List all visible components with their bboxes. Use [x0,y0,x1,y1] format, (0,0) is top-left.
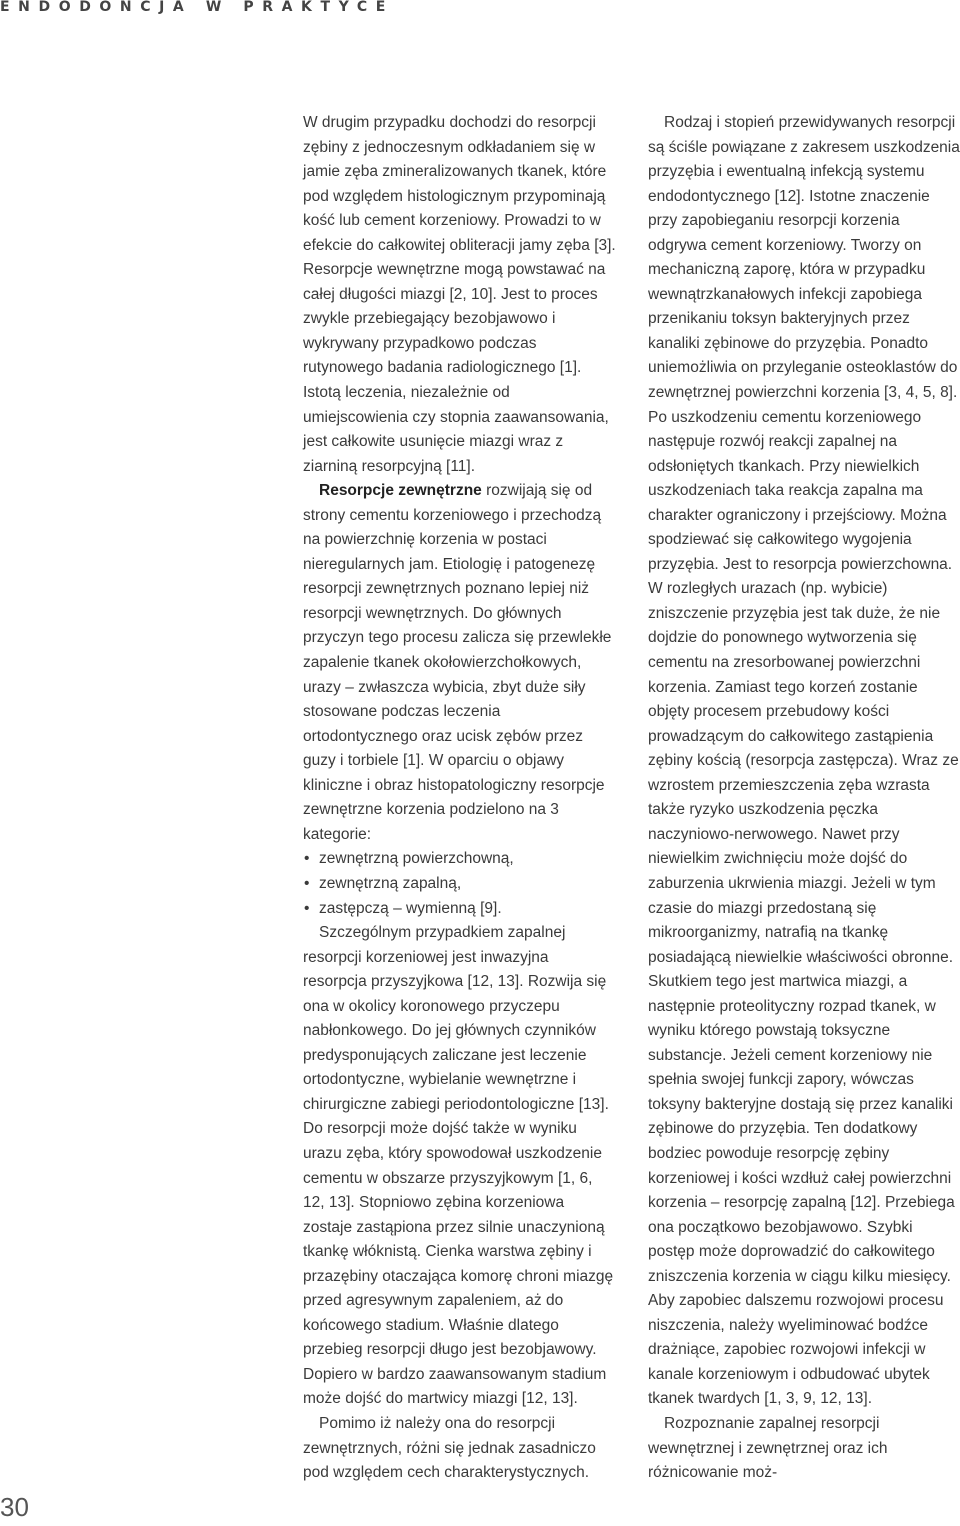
left-column [303,111,616,1486]
paragraph: W drugim przypadku dochodzi do resorpcji zębiny z jednoczesnym odkładaniem się w jamie zęba zmineralizowanych tkanek, które pod względem histologicznym przypominają kość lub cement korzeniowy. Prowadzi to w efekcie do całkowitej obliteracji jamy zęba [3]. Resorpcje wewnętrzne mogą powstawać na całej długości miazgi [2, 10]. Jest to proces zwykle przebiegający bezobjawowo i wykrywany przypadkowo podczas rutynowego badania radiologicznego [1]. Istotą leczenia, niezależnie od umiejscowienia czy stopnia zaawansowania, jest całkowite usunięcie miazgi wraz z ziarniną resorpcyjną [11]. [303,114,616,475]
list-item: • zastępczą – wymienną [9]. [303,897,616,922]
paragraph: Szczególnym przypadkiem zapalnej resorpcji korzeniowej jest inwazyjna resorpcja przyszyjkowa [12, 13]. Rozwija się ona w okolicy koronowego przyczepu nabłonkowego. Do jej głównych czynników predysponujących zaliczane jest leczenie ortodontyczne, wybielanie wewnętrzne i chirurgiczne zabiegi periodontologiczne [13]. Do resorpcji może dojść także w wyniku urazu zęba, który spowodował uszkodzenie cementu w obszarze przyszyjkowym [1, 6, 12, 13]. Stopniowo zębina korzeniowa zostaje zastąpiona przez silnie unaczynioną tkankę włóknistą. Cienka warstwa zębiny i przazębiny otaczająca komorę chroni miazgę przed agresywnym zapaleniem, aż do końcowego stadium. Właśnie dlatego przebieg resorpcji długo jest bezobjawowy. Dopiero w bardzo zaawansowanym stadium może dojść do martwicy miazgi [12, 13]. [303,924,614,1408]
paragraph [303,479,616,847]
paragraph: Pomimo iż należy ona do resorpcji zewnętrznych, różni się jednak zasadniczo pod względem cech charakterystycznych. [303,1414,596,1482]
paragraph-text: rozwijają się od strony cementu korzeniowego i przechodzą na powierzchnię korzenia w postaci nieregularnych jam. Etiologię i patogenezę resorpcji zewnętrznych poznano lepiej niż resorpcji wewnętrznych. Do głównych przyczyn tego procesu zalicza się przewlekłe zapalenie tkanek okołowierzchołkowych, urazy – zwłaszcza wybicia, zbyt duże siły stosowane podczas leczenia ortodontycznego oraz ucisk zębów przez guzy i torbiele [1]. W oparciu o objawy kliniczne i obraz histopatologiczny resorpcje zewnętrzne korzenia podzielono na 3 kategorie: [303,482,612,843]
bold-lead: Resorpcje zewnętrzne [319,482,482,500]
list-item: • zewnętrzną powierzchowną, [303,847,616,872]
page-number: 30 [0,1492,29,1522]
right-column [648,111,960,1486]
paragraph: Rodzaj i stopień przewidywanych resorpcji są ściśle powiązane z zakresem uszkodzenia przyzębia i ewentualną infekcją systemu endodontycznego [12]. Istotne znaczenie przy zapobieganiu resorpcji korzenia odgrywa cement korzeniowy. Tworzy on mechaniczną zaporę, która w przypadku wewnątrzkanałowych infekcji zapobiega przenikaniu toksyn bakteryjnych przez kanaliki zębinowe do przyzębia. Ponadto uniemożliwia on przyleganie osteoklastów do zewnętrznej powierzchni korzenia [3, 4, 5, 8]. Po uszkodzeniu cementu korzeniowego następuje rozwój reakcji zapalnej na odsłoniętych tkankach. Przy niewielkich uszkodzeniach taka reakcja zapalna ma charakter ograniczony i przejściowy. Można spodziewać się całkowitego wygojenia przyzębia. Jest to resorpcja powierzchowna. W rozległych urazach (np. wybicie) zniszczenie przyzębia jest tak duże, że nie dojdzie do ponownego wytworzenia się cementu na zresorbowanej powierzchni korzenia. Zamiast tego korzeń zostanie objęty procesem przebudowy kości prowadzącym do całkowitego zastąpienia zębiny kością (resorpcja zastępcza). Wraz ze wzrostem przemieszczenia zęba wzrasta także ryzyko uszkodzenia pęczka naczyniowo-nerwowego. Nawet przy niewielkim zwichnięciu może dojść do zaburzenia ukrwienia miazgi. Jeżeli w tym czasie do miazgi przedostaną się mikroorganizmy, natrafią na tkankę posiadającą niewielkie właściwości obronne. Skutkiem tego jest martwica miazgi, a następnie proteolityczny rozpad tkanek, w wyniku którego powstają toksyczne substancje. Jeżeli cement korzeniowy nie spełnia swojej funkcji zapory, wówczas toksyny bakteryjne dostają się przez kanaliki zębinowe do przyzębia. Ten dodatkowy bodziec powoduje resorpcję zębiny korzeniowej i kości wzdłuż całej powierzchni korzenia – resorpcję zapalną [12]. Przebiega ona początkowo bezobjawowo. Szybki postęp może doprowadzić do całkowitego zniszczenia korzenia w ciągu kilku miesięcy. Aby zapobiec dalszemu rozwojowi procesu niszczenia, należy wyeliminować bodźce drażniące, zapobiec rozwojowi infekcji w kanale korzeniowym i odbudować ubytek tkanek twardych [1, 3, 9, 12, 13]. [648,114,960,1408]
paragraph: Rozpoznanie zapalnej resorpcji wewnętrznej i zewnętrznej oraz ich różnicowanie moż- [648,1414,888,1482]
category-list [303,847,616,921]
list-item: • zewnętrzną zapalną, [303,872,616,897]
running-header: ENDODONCJA W PRAKTYCE [0,0,394,15]
